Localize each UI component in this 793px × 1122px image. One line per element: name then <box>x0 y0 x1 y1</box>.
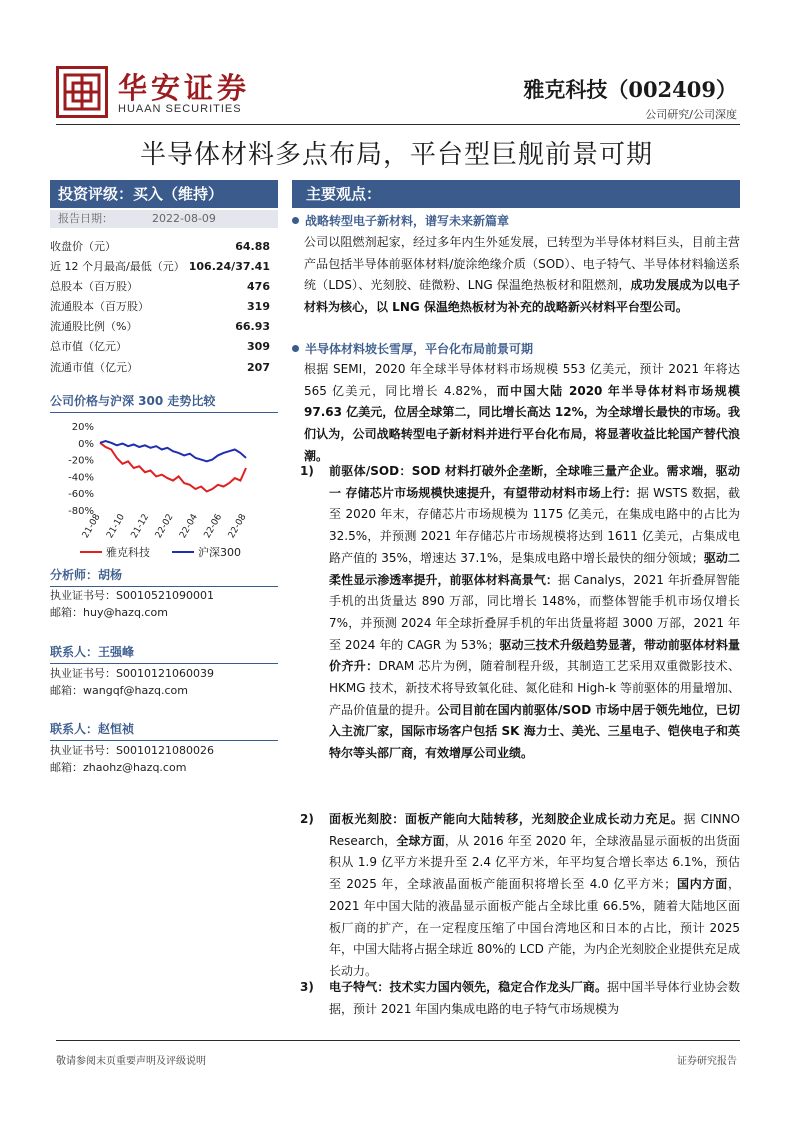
stat-row <box>50 358 270 378</box>
x-tick-label: 21-12 <box>129 512 152 541</box>
logo-seal-icon <box>59 69 105 115</box>
chart-section-title: 公司价格与沪深 300 走势比较 <box>50 392 278 413</box>
x-tick-label: 22-06 <box>202 512 225 541</box>
contact-heading: 联系人：赵恒祯 <box>50 720 278 741</box>
legend-label: 雅克科技 <box>106 546 150 559</box>
x-tick-label: 22-04 <box>178 512 200 541</box>
stat-key: 流通股本（百万股） <box>50 300 149 314</box>
analyst-heading: 分析师：胡杨 <box>50 566 278 587</box>
y-tick-label: -80% <box>68 506 94 517</box>
stat-value: 207 <box>247 360 270 374</box>
paragraph-emphasis: 而中国大陆 2020 年半导体材料市场规模 97.63 亿美元，位居全球第二，同比增长高达 12%，为全球增长最快的市场。我们认为，公司战略转型电子新材料并进行平台化布局，将显著收益比轮国产替代浪潮。 <box>304 383 740 463</box>
y-tick-label: 0% <box>78 438 94 450</box>
legend-label: 沪深300 <box>198 546 241 559</box>
paragraph <box>304 232 740 319</box>
x-tick-label: 22-08 <box>226 512 249 541</box>
list-number: 3) <box>300 980 314 994</box>
price-comparison-chart <box>50 414 278 560</box>
stat-key: 收盘价（元） <box>50 240 116 253</box>
bullet-heading <box>292 212 509 229</box>
stat-value: 64.88 <box>235 240 270 253</box>
report-date-value: 2022-08-09 <box>152 212 216 225</box>
bullet-heading-text: 半导体材料坡长雪厚，平台化布局前景可期 <box>305 342 534 356</box>
logo-text-en: HUAAN SECURITIES <box>118 103 242 115</box>
stat-key: 流通市值（亿元） <box>50 360 138 374</box>
rating-banner: 投资评级：买入（维持） <box>50 180 278 208</box>
main-views-banner: 主要观点： <box>292 180 740 208</box>
report-date <box>50 210 278 228</box>
footer-label: 证券研究报告 <box>677 1056 737 1067</box>
list-paragraph: 面板光刻胶：面板产能向大陆转移，光刻胶企业成长动力充足。据 CINNO Research，全球方面，从 2016 年至 2020 年，全球液晶显示面板的出货面积从 1.9 亿平方米提升至 2.4 亿平方米，年平均复合增长率达 6.1%，预估至 2025 年，全球液晶面板产能面积将增长至 4.0 亿平方米；国内方面，2021 年中国大陆的液晶显示面板产能占全球比重 66.5%，随着大陆地区面板厂商的扩产，在一定程度压缩了中国台湾地区和日本的占比，预计 2025 年，中国大陆将占据全球近 80%的 LCD 产能，为内企光刻胶企业提供充足成长动力。 <box>329 812 740 978</box>
y-tick-label: 20% <box>71 422 94 433</box>
stat-row <box>50 237 270 257</box>
logo-text-cn: 华安证券 <box>118 71 251 105</box>
report-category: 公司研究/公司深度 <box>645 108 737 121</box>
paragraph-text: 公司以阻燃剂起家，经过多年内生外延发展，已转型为半导体材料巨头，目前主营产品包括半导体前驱体材料/旋涂绝缘介质（SOD）、电子特气、半导体材料输送系统（LDS）、光刻胶、硅微粉、LNG 保温绝热板材和阻燃剂， <box>304 235 740 293</box>
contact-email: 邮箱：zhaohz@hazq.com <box>50 761 187 774</box>
stat-value: 106.24/37.41 <box>188 260 270 274</box>
bullet-heading <box>292 340 533 357</box>
contact-email: 邮箱：wangqf@hazq.com <box>50 684 189 697</box>
stat-row <box>50 337 270 357</box>
bullet-heading-text: 战略转型电子新材料，谱写未来新篇章 <box>305 214 510 228</box>
paragraph-text: 根据 SEMI，2020 年全球半导体材料市场规模 553 亿美元，预计 2021 年将达 565 亿美元，同比增长 4.82%， <box>304 362 740 398</box>
stat-key: 流通股比例（%） <box>50 320 138 334</box>
x-tick-label: 21-10 <box>105 512 127 541</box>
stat-value: 66.93 <box>235 320 270 334</box>
stat-row <box>50 317 270 337</box>
stat-key: 近 12 个月最高/最低（元） <box>50 260 185 274</box>
y-tick-label: -20% <box>68 455 94 467</box>
contact-cert: 执业证书号：S0010121060039 <box>50 667 214 680</box>
list-number: 2) <box>300 812 314 826</box>
paragraph <box>304 359 740 468</box>
y-tick-label: -60% <box>68 489 94 501</box>
y-tick-label: -40% <box>68 472 94 484</box>
stat-row <box>50 297 270 317</box>
stat-value: 309 <box>247 340 270 354</box>
logo-mark <box>56 66 108 118</box>
bullet-dot-icon <box>292 345 299 352</box>
contact-heading: 联系人：王强峰 <box>50 643 278 664</box>
stats-table <box>50 237 270 378</box>
x-tick-label: 22-02 <box>153 512 176 541</box>
footer-divider <box>56 1040 740 1041</box>
list-paragraph: 电子特气：技术实力国内领先，稳定合作龙头厂商。据中国半导体行业协会数据，预计 2021 年国内集成电路的电子特气市场规模为 <box>329 980 740 1016</box>
stat-row <box>50 257 270 277</box>
bullet-dot-icon <box>292 217 299 224</box>
report-title: 半导体材料多点布局，平台型巨舰前景可期 <box>139 140 653 170</box>
paragraph-emphasis: 成功发展成为以电子材料为核心，以 LNG 保温绝热板材为补充的战略新兴材料平台型公司。 <box>304 278 740 315</box>
contact-cert: 执业证书号：S0010121080026 <box>50 744 214 757</box>
stat-value: 476 <box>247 280 270 294</box>
stat-key: 总市值（亿元） <box>50 340 127 354</box>
series-line <box>100 441 246 461</box>
footer-disclaimer: 敬请参阅末页重要声明及评级说明 <box>56 1056 206 1067</box>
list-paragraph: 前驱体/SOD：SOD 材料打破外企垄断，全球唯三量产企业。需求端，驱动一 存储芯片市场规模快速提升，有望带动材料市场上行：据 WSTS 数据，截至 2020 年末，存储芯片市场规模为 1175 亿美元，在集成电路中的占比为 32.5%，并预测 2021 年存储芯片市场规模将达到 1611 亿美元，占集成电路产值的 35%，增速达 37.1%，是集成电路中增长最快的细分领域；驱动二 柔性显示渗透率提升，前驱体材料高景气：据 Canalys，2021 年折叠屏智能手机的出货量达 890 万部，同比增长 148%，而整体智能手机市场仅增长 7%，并预测 2024 年全球折叠屏手机的年出货量将超 3000 万部，2021 年至 2024 年的 CAGR 为 53%；驱动三技术升级趋势显著，带动前驱体材料量价齐升：DRAM 芯片为例，随着制程升级，其制造工艺采用双重微影技术、HKMG 技术，新技术将导致氧化硅、氮化硅和 High-k 等前驱体的用量增加、产品价值量的提升。公司目前在国内前驱体/SOD 市场中居于领先地位，已切入主流厂家，国际市场客户包括 SK 海力士、美光、三星电子、铠侠电子和英特尔等头部厂商，有效增厚公司业绩。 <box>329 464 740 761</box>
analyst-cert: 执业证书号：S0010521090001 <box>50 589 214 602</box>
stat-value: 319 <box>247 300 270 314</box>
report-date-label: 报告日期： <box>58 212 113 225</box>
company-name: 雅克科技（002409） <box>523 77 737 102</box>
header-divider <box>56 124 740 125</box>
x-tick-label: 21-08 <box>80 512 103 541</box>
stat-row <box>50 277 270 297</box>
stat-key: 总股本（百万股） <box>50 280 138 294</box>
list-number: 1) <box>300 464 314 478</box>
analyst-email: 邮箱：huy@hazq.com <box>50 606 168 619</box>
